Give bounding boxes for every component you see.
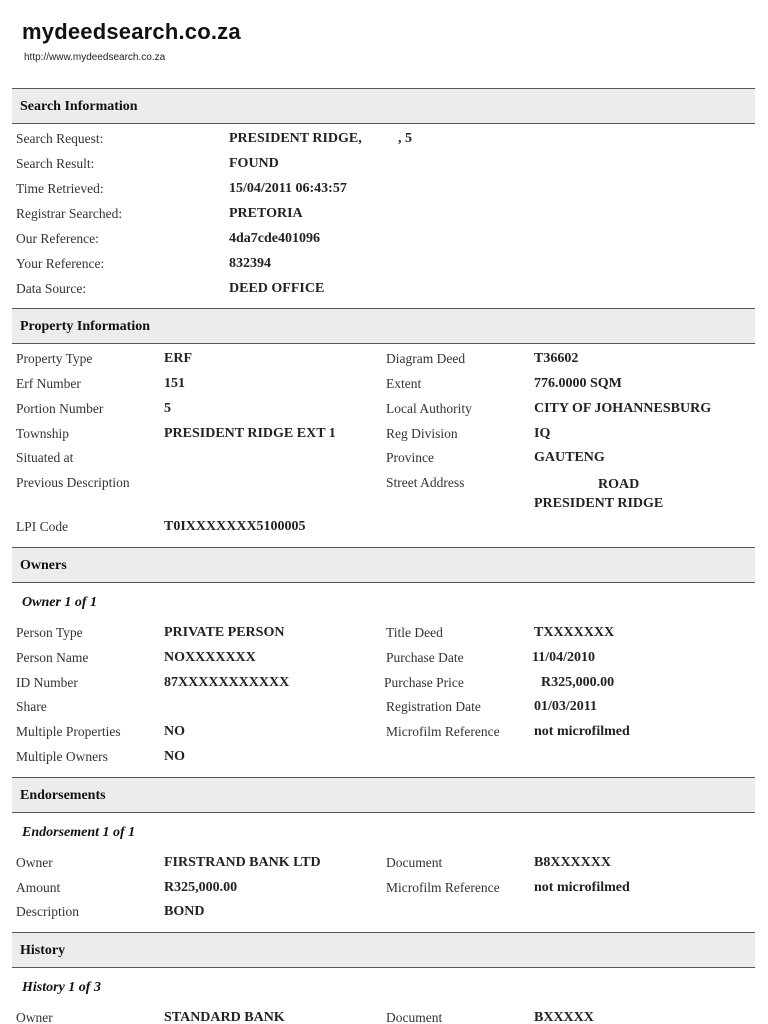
data-source-label: Data Source: [16, 281, 87, 296]
site-url[interactable]: http://www.mydeedsearch.co.za [24, 52, 166, 63]
your-reference-label: Your Reference: [16, 256, 105, 271]
history-owner-value: STANDARD BANK [164, 1010, 285, 1024]
owner-microfilm-reference-label: Microfilm Reference [386, 724, 500, 739]
registration-date-label: Registration Date [386, 699, 481, 714]
time-retrieved-value: 15/04/2011 06:43:57 [229, 181, 347, 196]
reg-division-value: IQ [534, 426, 551, 441]
your-reference-value: 832394 [229, 256, 271, 271]
diagram-deed-label: Diagram Deed [386, 351, 466, 366]
street-address-line1: ROAD [598, 477, 640, 492]
section-heading-endorsements: Endorsements [12, 777, 755, 813]
multiple-properties-value: NO [164, 724, 185, 739]
portion-number-label: Portion Number [16, 401, 104, 416]
endorsement-microfilm-reference-label: Microfilm Reference [386, 880, 500, 895]
registrar-searched-label: Registrar Searched: [16, 206, 123, 221]
search-request-value: PRESIDENT RIDGE, [229, 131, 362, 146]
erf-number-value: 151 [164, 376, 185, 391]
township-label: Township [16, 426, 70, 441]
search-request-extra: , 5 [398, 131, 412, 146]
history-owner-label: Owner [16, 1010, 53, 1024]
search-result-value: FOUND [229, 156, 279, 171]
title-deed-label: Title Deed [386, 625, 443, 640]
purchase-price-label: Purchase Price [384, 675, 464, 690]
multiple-properties-label: Multiple Properties [16, 724, 121, 739]
erf-number-label: Erf Number [16, 376, 81, 391]
street-address-line2: PRESIDENT RIDGE [534, 496, 664, 511]
history-subheading: History 1 of 3 [22, 980, 101, 995]
purchase-date-value: 11/04/2010 [532, 650, 596, 665]
multiple-owners-label: Multiple Owners [16, 749, 108, 764]
extent-value: 776.0000 SQM [534, 376, 622, 391]
province-label: Province [386, 450, 434, 465]
our-reference-label: Our Reference: [16, 231, 99, 246]
endorsement-microfilm-reference-value: not microfilmed [534, 880, 630, 895]
person-type-label: Person Type [16, 625, 83, 640]
search-request-label: Search Request: [16, 131, 104, 146]
owner-subheading: Owner 1 of 1 [22, 595, 98, 610]
data-source-value: DEED OFFICE [229, 281, 325, 296]
share-label: Share [16, 699, 47, 714]
owner-microfilm-reference-value: not microfilmed [534, 724, 630, 739]
previous-description-label: Previous Description [16, 475, 130, 490]
lpi-code-label: LPI Code [16, 519, 69, 534]
situated-at-label: Situated at [16, 450, 74, 465]
section-heading-owners: Owners [12, 547, 755, 583]
street-address-label: Street Address [386, 475, 465, 490]
endorsement-amount-value: R325,000.00 [164, 880, 238, 895]
local-authority-value: CITY OF JOHANNESBURG [534, 401, 712, 416]
id-number-value: 87XXXXXXXXXXX [164, 675, 290, 690]
section-heading-property-information: Property Information [12, 308, 755, 344]
lpi-code-value: T0IXXXXXXX5100005 [164, 519, 306, 534]
purchase-price-value: R325,000.00 [541, 675, 615, 690]
extent-label: Extent [386, 376, 422, 391]
local-authority-label: Local Authority [386, 401, 472, 416]
search-result-label: Search Result: [16, 156, 95, 171]
registration-date-value: 01/03/2011 [534, 699, 598, 714]
endorsement-description-value: BOND [164, 904, 205, 919]
endorsement-owner-value: FIRSTRAND BANK LTD [164, 855, 321, 870]
endorsement-description-label: Description [16, 904, 79, 919]
multiple-owners-value: NO [164, 749, 185, 764]
property-type-value: ERF [164, 351, 192, 366]
endorsement-subheading: Endorsement 1 of 1 [22, 825, 136, 840]
person-name-label: Person Name [16, 650, 89, 665]
reg-division-label: Reg Division [386, 426, 458, 441]
site-title: mydeedsearch.co.za [22, 19, 241, 44]
time-retrieved-label: Time Retrieved: [16, 181, 104, 196]
province-value: GAUTENG [534, 450, 605, 465]
section-heading-search-information: Search Information [12, 88, 755, 124]
portion-number-value: 5 [164, 401, 171, 416]
property-type-label: Property Type [16, 351, 93, 366]
section-heading-history: History [12, 932, 755, 968]
id-number-label: ID Number [16, 675, 78, 690]
history-document-label: Document [386, 1010, 443, 1024]
endorsement-document-value: B8XXXXXX [534, 855, 611, 870]
history-document-value: BXXXXX [534, 1010, 594, 1024]
purchase-date-label: Purchase Date [386, 650, 464, 665]
title-deed-value: TXXXXXXX [534, 625, 615, 640]
endorsement-document-label: Document [386, 855, 443, 870]
person-name-value: NOXXXXXXX [164, 650, 256, 665]
diagram-deed-value: T36602 [534, 351, 579, 366]
endorsement-amount-label: Amount [16, 880, 61, 895]
endorsement-owner-label: Owner [16, 855, 53, 870]
registrar-searched-value: PRETORIA [229, 206, 303, 221]
street-address-value [534, 475, 663, 513]
person-type-value: PRIVATE PERSON [164, 625, 285, 640]
our-reference-value: 4da7cde401096 [229, 231, 320, 246]
township-value: PRESIDENT RIDGE EXT 1 [164, 426, 336, 441]
